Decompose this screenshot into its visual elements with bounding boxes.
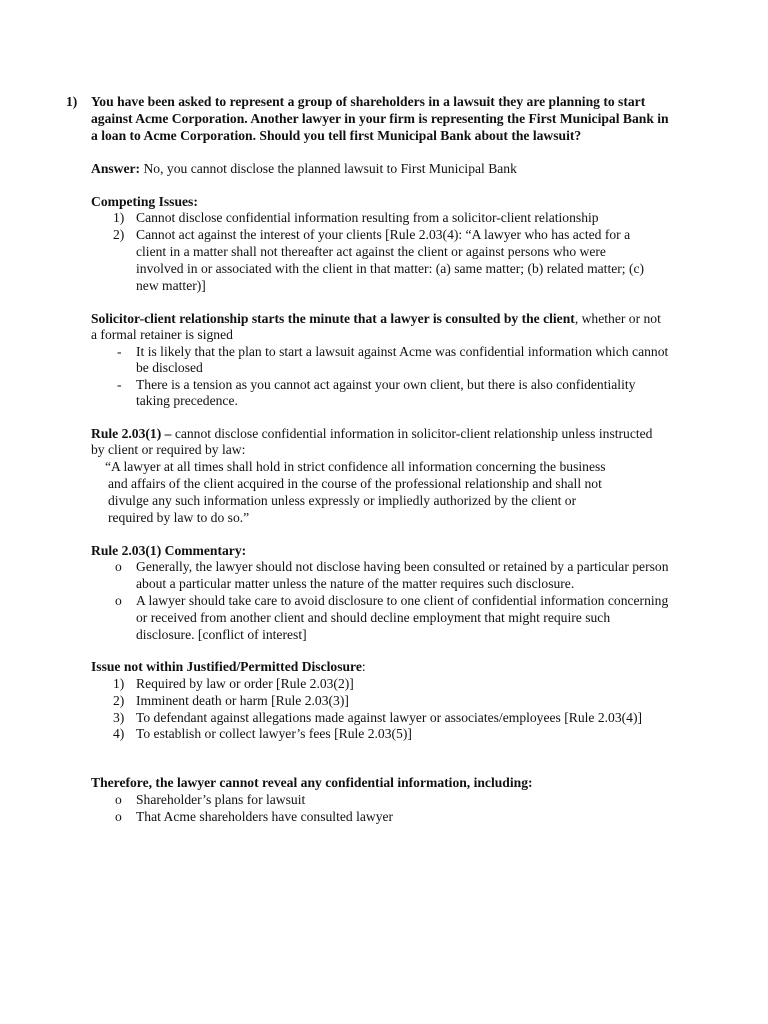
issue-item-4: To establish or collect lawyer’s fees [Rule 2.03(5)]: [136, 726, 412, 741]
solicitor-line-1: [91, 310, 661, 327]
commentary-heading: Rule 2.03(1) Commentary:: [91, 543, 247, 558]
issue-heading: Issue not within Justified/Permitted Disclosure: [91, 659, 362, 674]
solicitor-item-2-line-1: There is a tension as you cannot act against your own client, but there is also confidentiality: [136, 377, 636, 392]
solicitor-item-1-line-1: It is likely that the plan to start a lawsuit against Acme was confidential information which cannot: [136, 344, 669, 359]
competing-item-1-line-1: Cannot disclose confidential information resulting from a solicitor-client relationship: [136, 210, 599, 225]
competing-item-2-line-3: involved in or associated with the client in that matter: (a) same matter; (b) related matter; (c): [136, 261, 645, 276]
commentary-item-1-line-1: Generally, the lawyer should not disclose having been consulted or retained by a particular person: [136, 559, 669, 574]
competing-marker-1: 1): [113, 210, 125, 225]
rule-bold: Rule 2.03(1) –: [91, 426, 172, 441]
solicitor-dash-1: -: [117, 344, 122, 359]
rule-line-2: by client or required by law:: [91, 442, 246, 457]
commentary-item-1-line-2: about a particular matter unless the nature of the matter requires such disclosure.: [136, 576, 575, 591]
solicitor-dash-2: -: [117, 377, 122, 392]
rule-quote-line-2: and affairs of the client acquired in the course of the professional relationship and shall not: [108, 476, 602, 491]
question-line-3: a loan to Acme Corporation. Should you tell first Municipal Bank about the lawsuit?: [91, 128, 582, 143]
issue-colon: :: [361, 659, 366, 674]
rule-quote-line-3: divulge any such information unless expressly or impliedly authorized by the client or: [108, 493, 577, 508]
solicitor-bold: Solicitor-client relationship starts the minute that a lawyer is consulted by the client: [91, 311, 575, 326]
answer-text: No, you cannot disclose the planned lawsuit to First Municipal Bank: [140, 161, 517, 176]
commentary-item-2-line-1: A lawyer should take care to avoid disclosure to one client of confidential information concerning: [136, 593, 669, 608]
solicitor-item-2-line-2: taking precedence.: [136, 393, 238, 408]
question-line-2: against Acme Corporation. Another lawyer in your firm is representing the First Municipal Bank in: [91, 111, 669, 126]
competing-item-2-line-1: Cannot act against the interest of your clients [Rule 2.03(4): “A lawyer who has acted for a: [136, 227, 631, 242]
solicitor-line-2: a formal retainer is signed: [91, 327, 233, 342]
issue-item-1: Required by law or order [Rule 2.03(2)]: [136, 676, 354, 691]
question-number: 1): [66, 94, 78, 109]
answer-label: Answer:: [91, 161, 141, 176]
commentary-bullet-1: o: [115, 559, 122, 574]
issue-item-2: Imminent death or harm [Rule 2.03(3)]: [136, 693, 349, 708]
therefore-item-1: Shareholder’s plans for lawsuit: [136, 792, 306, 807]
competing-marker-2: 2): [113, 227, 125, 242]
competing-item-2-line-2: client in a matter shall not thereafter act against the client or against persons who were: [136, 244, 606, 259]
therefore-bullet-2: o: [115, 809, 122, 824]
competing-item-2-line-4: new matter)]: [136, 278, 206, 293]
answer-line: [91, 160, 517, 177]
therefore-item-2: That Acme shareholders have consulted lawyer: [136, 809, 394, 824]
issue-heading-line: [91, 658, 366, 675]
solicitor-item-1-line-2: be disclosed: [136, 360, 203, 375]
issue-marker-3: 3): [113, 710, 125, 725]
issue-item-3: To defendant against allegations made against lawyer or associates/employees [Rule 2.03(4)]: [136, 710, 643, 725]
therefore-bullet-1: o: [115, 792, 122, 807]
solicitor-rest: , whether or not: [574, 311, 661, 326]
issue-marker-2: 2): [113, 693, 125, 708]
rule-line-1: [91, 425, 652, 442]
commentary-item-2-line-3: disclosure. [conflict of interest]: [136, 627, 307, 642]
question-line-1: You have been asked to represent a group of shareholders in a lawsuit they are planning to start: [91, 94, 646, 109]
issue-marker-4: 4): [113, 726, 125, 741]
commentary-item-2-line-2: or received from another client and should decline employment that might require such: [136, 610, 611, 625]
commentary-bullet-2: o: [115, 593, 122, 608]
issue-marker-1: 1): [113, 676, 125, 691]
rule-quote-line-4: required by law to do so.”: [108, 510, 250, 525]
competing-heading: Competing Issues:: [91, 194, 198, 209]
therefore-heading: Therefore, the lawyer cannot reveal any confidential information, including:: [91, 775, 533, 790]
rule-quote-line-1: “A lawyer at all times shall hold in strict confidence all information concerning the business: [105, 459, 606, 474]
rule-rest: cannot disclose confidential information in solicitor-client relationship unless instructed: [171, 426, 653, 441]
